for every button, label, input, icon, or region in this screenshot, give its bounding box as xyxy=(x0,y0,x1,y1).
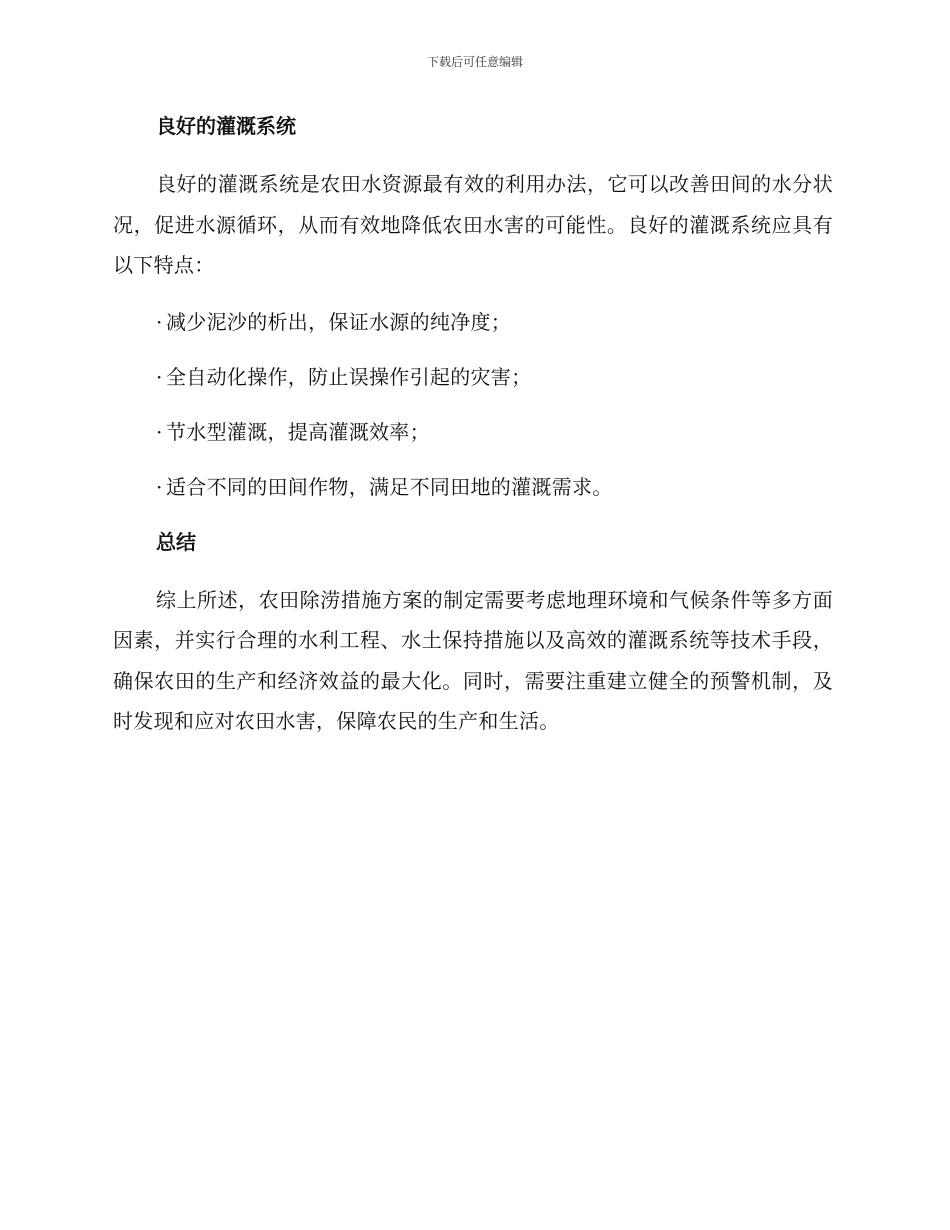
list-item xyxy=(156,306,833,338)
list-item xyxy=(156,361,833,393)
bullet-symbol: · xyxy=(156,309,163,334)
list-item xyxy=(156,416,833,448)
summary-paragraph: 综上所述，农田除涝措施方案的制定需要考虑地理环境和气候条件等多方面因素，并实行合理的水利工程、水土保持措施以及高效的灌溉系统等技术手段，确保农田的生产和经济效益的最大化。同时，需要注重建立健全的预警机制，及时发现和应对农田水害，保障农民的生产和生活。 xyxy=(113,587,833,733)
document-content xyxy=(113,110,833,762)
list-item-text: 减少泥沙的析出，保证水源的纯净度； xyxy=(166,309,512,334)
list-item-text: 适合不同的田间作物，满足不同田地的灌溉需求。 xyxy=(166,474,613,499)
list-item-text: 全自动化操作，防止误操作引起的灾害； xyxy=(166,364,532,389)
irrigation-feature-list xyxy=(113,306,833,503)
section-heading-summary: 总结 xyxy=(156,529,196,554)
irrigation-intro-paragraph: 良好的灌溉系统是农田水资源最有效的利用办法，它可以改善田间的水分状况，促进水源循环，从而有效地降低农田水害的可能性。良好的灌溉系统应具有以下特点： xyxy=(113,172,833,277)
list-item xyxy=(156,471,833,503)
list-item-text: 节水型灌溉，提高灌溉效率； xyxy=(166,419,430,444)
section-heading-irrigation: 良好的灌溉系统 xyxy=(156,114,296,138)
bullet-symbol: · xyxy=(156,364,163,389)
page-header-note: 下载后可任意编辑 xyxy=(426,55,523,69)
bullet-symbol: · xyxy=(156,474,163,499)
bullet-symbol: · xyxy=(156,419,163,444)
